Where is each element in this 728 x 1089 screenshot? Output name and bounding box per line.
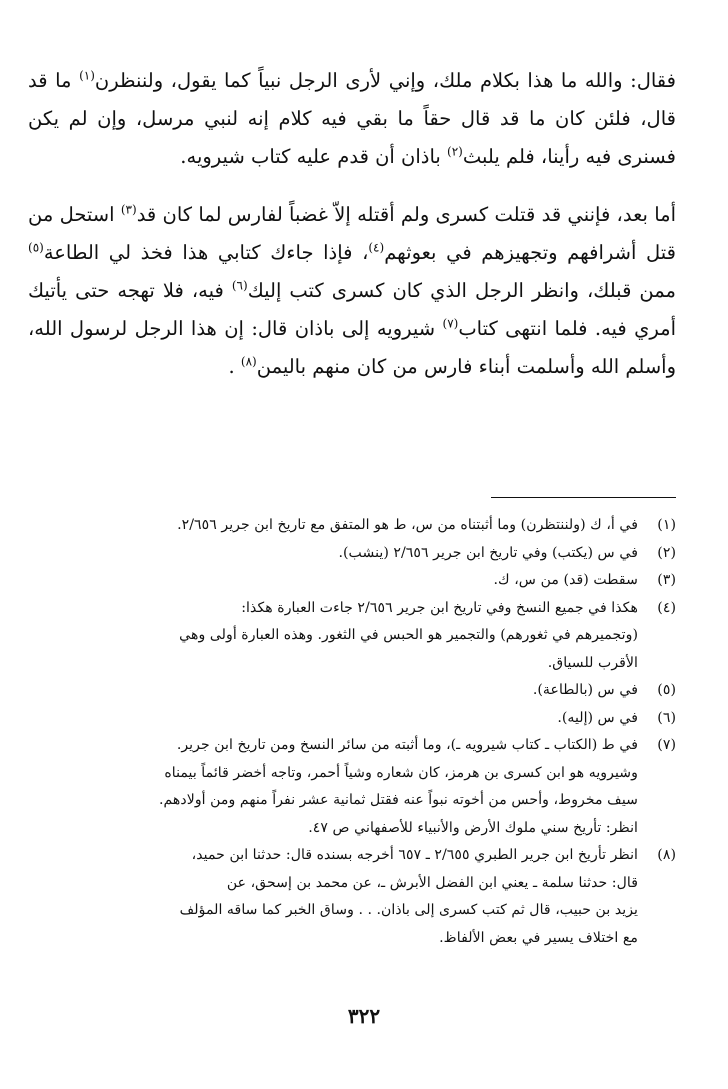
footnote-text	[28, 732, 638, 842]
footnote-text	[28, 540, 638, 568]
footnote-text	[28, 705, 638, 733]
footnote-reference: (٤)	[368, 240, 385, 255]
footnote-line: سقطت (قد) من س، ك.	[493, 572, 638, 588]
footnote	[28, 677, 676, 705]
footnotes-section	[28, 512, 676, 952]
footnote-reference: (٦)	[231, 278, 248, 293]
footnote	[28, 595, 676, 678]
footnote-line: (وتجميرهم في ثغورهم) والتجمير هو الحبس في الثغور. وهذه العبارة أولى وهي	[179, 627, 638, 643]
footnote-number: (٧)	[657, 737, 676, 753]
footnote-reference: (١)	[79, 68, 95, 83]
footnote-text	[28, 842, 638, 952]
footnote-line: في س (يكتب) وفي تاريخ ابن جرير ٢/٦٥٦ (ينشب).	[338, 544, 638, 561]
footnote-reference: (٧)	[442, 316, 459, 331]
footnote-line: الأقرب للسياق.	[547, 654, 638, 671]
footnote	[28, 512, 676, 540]
footnote	[28, 567, 676, 595]
body-text-segment: استحل من قتل أشرافهم وتجهيزهم في بعوثهم	[28, 203, 676, 264]
body-text-segment: ممن قبلك، وانظر الرجل الذي كان كسرى كتب إليك	[247, 279, 676, 302]
body-text-segment: أما بعد، فإنني قد قتلت كسرى ولم أقتله إلاّ غضباً لفارس لما كان قد	[136, 203, 676, 226]
footnote-reference: (٥)	[28, 240, 44, 255]
footnote-reference: (٢)	[447, 144, 463, 159]
footnote-divider	[491, 497, 676, 498]
footnote-text	[28, 567, 638, 595]
body-text-segment: شيرويه إلى باذان قال: إن هذا الرجل لرسول الله، وأسلم الله وأسلمت أبناء فارس من كان منهم باليمن	[28, 317, 676, 378]
body-text-segment: ، فإذا جاءك كتابي هذا فخذ لي الطاعة	[43, 241, 369, 264]
body-text-segment: .	[228, 355, 241, 378]
footnote-number: (٥)	[657, 682, 676, 698]
footnote-line: في أ، ك (ولننتظرن) وما أثبتناه من س، ط هو المتفق مع تاريخ ابن جرير ٢/٦٥٦.	[177, 517, 638, 533]
body-paragraph	[28, 196, 676, 386]
footnote	[28, 732, 676, 842]
footnote-text	[28, 512, 638, 540]
footnote-line: مع اختلاف يسير في بعض الألفاظ.	[439, 929, 638, 946]
footnote	[28, 705, 676, 733]
footnote-number: (٣)	[657, 572, 676, 588]
book-page	[28, 62, 676, 1089]
body-text-segment: ما قد قال، فلئن كان ما قد قال حقاً ما بقي فيه كلام إنه لنبي مرسل، وإن لم يكن فسنرى فيه رأينا، فلم يلبث	[28, 69, 676, 168]
footnote	[28, 540, 676, 568]
body-text-segment: فيه، فلا تهجه حتى يأتيك أمري فيه. فلما انتهى كتاب	[28, 279, 676, 340]
body-text-segment: باذان أن قدم عليه كتاب شيرويه.	[180, 145, 448, 168]
footnote-reference: (٣)	[120, 202, 137, 217]
footnote-line: قال: حدثنا سلمة ـ يعني ابن الفضل الأبرش ـ، عن محمد بن إسحق، عن	[226, 874, 638, 891]
footnote-line: في س (بالطاعة).	[532, 682, 638, 698]
footnote-number: (٨)	[657, 847, 676, 863]
footnote-line: في س (إليه).	[557, 709, 638, 726]
body-paragraph	[28, 62, 676, 176]
page-number: ٣٢٢	[347, 1004, 381, 1028]
footnote-line: وشيرويه هو ابن كسرى بن هرمز، كان شعاره وشياً أحمر، وتاجه أخضر قائماً بيمناه	[164, 764, 638, 781]
footnote-number: (١)	[657, 517, 676, 533]
main-text	[28, 62, 676, 386]
footnote-number: (٢)	[657, 544, 676, 561]
footnote-number: (٤)	[657, 599, 676, 616]
footnote-line: يزيد بن حبيب، قال ثم كتب كسرى إلى باذان. . . وساق الخبر كما ساقه المؤلف	[179, 902, 638, 918]
footnote-line: هكذا في جميع النسخ وفي تاريخ ابن جرير ٢/٦٥٦ جاءت العبارة هكذا:	[241, 599, 638, 616]
footnote-line: انظر: تأريخ سني ملوك الأرض والأنبياء للأصفهاني ص ٤٧.	[308, 819, 638, 836]
footnote-text	[28, 677, 638, 705]
footnote-line: سيف مخروط، وأحس من أخوته نبواً عنه فقتل ثمانية عشر نفراً منهم ومن أولادهم.	[158, 792, 638, 808]
footnote	[28, 842, 676, 952]
footnote-reference: (٨)	[240, 354, 257, 369]
footnote-number: (٦)	[657, 709, 676, 726]
body-text-segment: فقال: والله ما هذا بكلام ملك، وإني لأرى الرجل نبياً كما يقول، ولننظرن	[94, 69, 676, 92]
footnote-line: في ط (الكتاب ـ كتاب شيرويه ـ)، وما أثبته من سائر النسخ ومن تاريخ ابن جرير.	[176, 737, 638, 753]
footnote-line: انظر تأريخ ابن جرير الطبري ٢/٦٥٥ ـ ٦٥٧ أخرجه بسنده قال: حدثنا ابن حميد،	[191, 847, 638, 863]
footnote-text	[28, 595, 638, 678]
